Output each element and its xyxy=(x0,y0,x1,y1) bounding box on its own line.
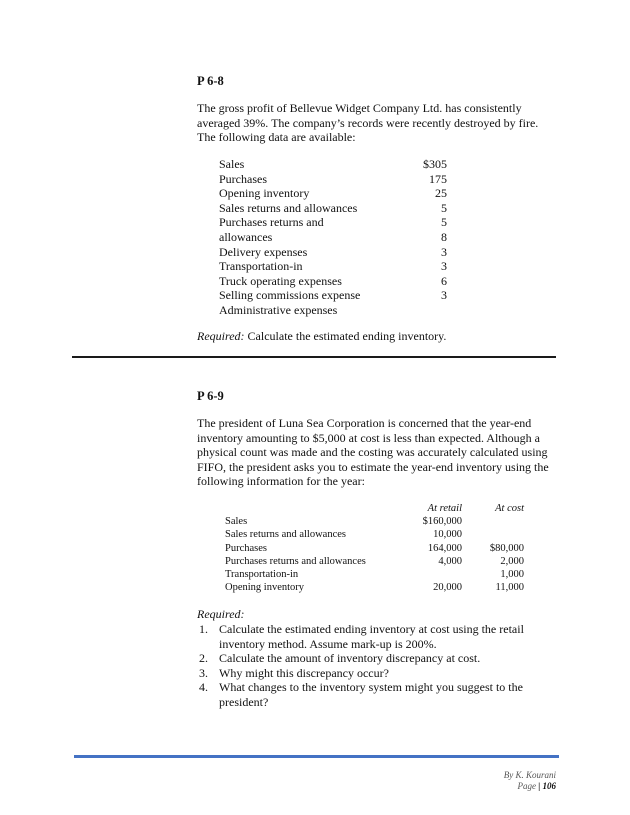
footer-page xyxy=(504,781,556,792)
p69-data-table xyxy=(225,502,524,594)
section-divider xyxy=(72,356,556,358)
footer-separator: | xyxy=(538,781,541,791)
p68-title: P 6-8 xyxy=(197,74,224,88)
table-row: Opening inventory 20,000 11,000 xyxy=(225,582,524,594)
footer-author: By K. Kourani xyxy=(503,770,556,780)
table-row: Purchases 175 xyxy=(219,171,447,186)
table-row: Opening inventory 25 xyxy=(219,186,447,201)
table-header-row xyxy=(225,502,524,515)
list-item: 1. Calculate the estimated ending inventory at cost using the retail inventory method. Assume mark-up is 200%. xyxy=(199,622,524,651)
table-row: Sales $305 xyxy=(219,157,447,171)
footer-rule xyxy=(74,755,559,758)
table-row: Purchases returns and 5 xyxy=(219,215,447,230)
p69-required-list xyxy=(199,622,559,710)
table-row: Selling commissions expense 3 xyxy=(219,288,447,303)
list-item: 4. What changes to the inventory system might you suggest to the president? xyxy=(199,680,523,709)
page-number: 106 xyxy=(542,781,556,791)
table-row: Delivery expenses 3 xyxy=(219,244,447,259)
table-row: Transportation-in 3 xyxy=(219,259,447,274)
list-item: 3. Why might this discrepancy occur? xyxy=(199,665,389,680)
table-row: Sales returns and allowances 10,000 xyxy=(225,529,462,541)
table-row: allowances 8 xyxy=(219,229,447,244)
table-row: Sales $160,000 xyxy=(225,516,462,528)
table-row: Administrative expenses xyxy=(219,302,338,317)
p69-title: P 6-9 xyxy=(197,389,224,403)
table-row: Purchases 164,000 $80,000 xyxy=(225,542,524,554)
p68-intro: The gross profit of Bellevue Widget Company Ltd. has consistently averaged 39%. The company’s records were recently destroyed by fire. The following data are available: xyxy=(197,101,539,145)
required-text: Calculate the estimated ending inventory. xyxy=(247,329,447,343)
page-footer xyxy=(504,770,556,792)
column-header-retail: At retail xyxy=(427,503,462,514)
p68-required xyxy=(197,329,446,344)
p69-intro: The president of Luna Sea Corporation is concerned that the year-end inventory amounting to $5,000 at cost is less than expected. Although a physical count was made and the costing was accurately calculated using FIFO, the president asks you to estimate the year-end inventory using the following information for the year: xyxy=(197,416,549,489)
table-row: Truck operating expenses 6 xyxy=(219,273,447,288)
p69-required-label: Required: xyxy=(197,607,245,621)
p68-data-table xyxy=(219,157,447,318)
list-item: 2. Calculate the amount of inventory discrepancy at cost. xyxy=(199,651,481,666)
table-row: Transportation-in 1,000 xyxy=(225,569,524,581)
required-label: Required: xyxy=(197,329,245,343)
table-row: Sales returns and allowances 5 xyxy=(219,200,447,215)
footer-page-label: Page xyxy=(517,781,537,791)
table-row: Purchases returns and allowances 4,000 2,000 xyxy=(225,555,524,567)
column-header-cost: At cost xyxy=(495,503,524,514)
